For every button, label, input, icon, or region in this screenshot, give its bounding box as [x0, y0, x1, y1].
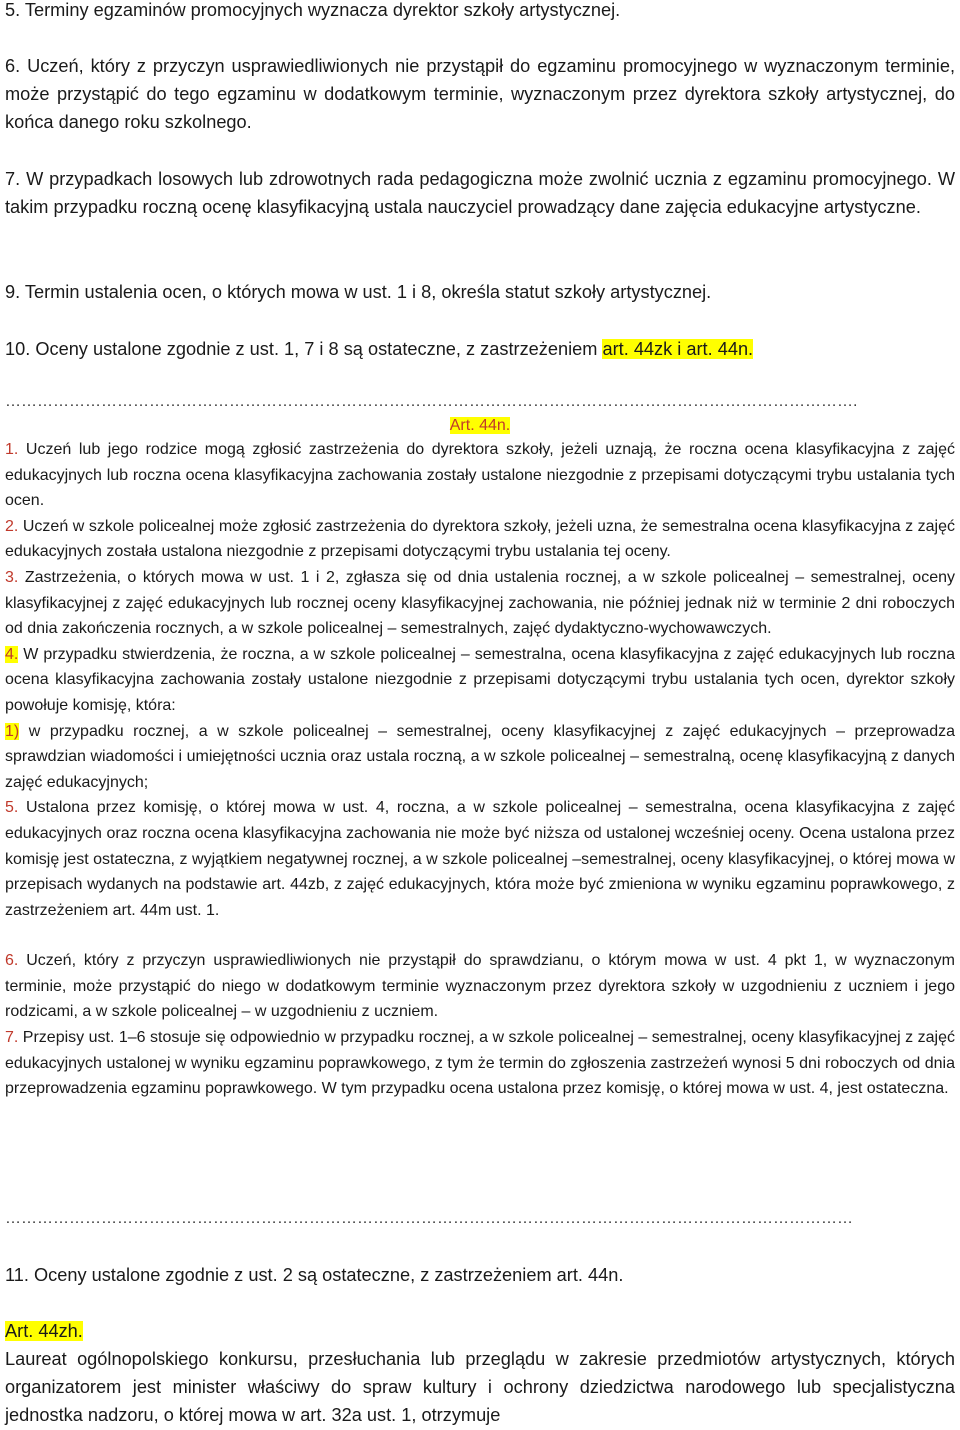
- paragraph-10: 10. Oceny ustalone zgodnie z ust. 1, 7 i 8 są ostateczne, z zastrzeżeniem art. 44zk i art. 44n.: [5, 339, 754, 359]
- paragraph-9: 9. Termin ustalenia ocen, o których mowa w ust. 1 i 8, określa statut szkoły artystycznej.: [5, 282, 712, 302]
- art-44n-section-3: 3. Zastrzeżenia, o których mowa w ust. 1 i 2, zgłasza się od dnia ustalenia rocznej, a w szkole policealnej – semestralnej, oceny klasyfikacyjnej z zajęć edukacyjnych lub rocznej oceny klasyfikacyjnej zachowania, nie później jednak niż w terminie 2 dni roboczych od dnia zakończenia rocznych, a w szkole policealnej – semestralnych, zajęć dydaktyczno-wychowawczych.: [5, 568, 955, 638]
- art-44n-heading: Art. 44n.: [449, 417, 511, 434]
- art-44n-section-4: 4. W przypadku stwierdzenia, że roczna, a w szkole policealnej – semestralna, ocena klasyfikacyjna z zajęć edukacyjnych lub roczna ocena klasyfikacyjna zachowania zostały ustalone niezgodnie z przepisami dotyczącymi trybu ustalania tych ocen, dyrektor szkoły powołuje komisję, która:: [5, 645, 955, 714]
- art-44n-section-1: 1. Uczeń lub jego rodzice mogą zgłosić zastrzeżenia do dyrektora szkoły, jeżeli uznają, że roczna ocena klasyfikacyjna z zajęć edukacyjnych lub roczna ocena klasyfikacyjna zachowania zostały ustalone niezgodnie z przepisami dotyczącymi trybu ustalania tych ocen.: [5, 441, 955, 510]
- art-44zh-body: Laureat ogólnopolskiego konkursu, przesłuchania lub przeglądu w zakresie przedmiotów artystycznych, których organizatorem jest minister właściwy do spraw kultury i ochrony dziedzictwa narodowego lub specjalistyczna jednostka nadzoru, o której mowa w art. 32a ust. 1, otrzymuje: [5, 1349, 955, 1426]
- art-44n-section-6: 6. Uczeń, który z przyczyn usprawiedliwionych nie przystąpił do sprawdzianu, o którym mowa w ust. 4 pkt 1, w wyznaczonym terminie, może przystąpić do niego w dodatkowym terminie wyznaczonym przez dyrektora szkoły w uzgodnieniu z uczniem i jego rodzicami, a w szkole policealnej – w uzgodnieniu z uczniem.: [5, 952, 955, 1021]
- paragraph-11: 11. Oceny ustalone zgodnie z ust. 2 są ostateczne, z zastrzeżeniem art. 44n.: [5, 1265, 624, 1285]
- paragraph-6: 6. Uczeń, który z przyczyn usprawiedliwionych nie przystąpił do egzaminu promocyjnego w wyznaczonym terminie, może przystąpić do tego egzaminu w dodatkowym terminie, wyznaczonym przez dyrektora szkoły artystycznej, do końca danego roku szkolnego.: [5, 56, 955, 133]
- paragraph-7: 7. W przypadkach losowych lub zdrowotnych rada pedagogiczna może zwolnić ucznia z egzaminu promocyjnego. W takim przypadku roczną ocenę klasyfikacyjną ustala nauczyciel prowadzący dane zajęcia edukacyjne artystyczne.: [5, 169, 955, 218]
- art-44n-section-5: 5. Ustalona przez komisję, o której mowa w ust. 4, roczna, a w szkole policealnej – semestralna, ocena klasyfikacyjna z zajęć edukacyjnych oraz roczna ocena klasyfikacyjna zachowania nie może być niższa od ustalonej wcześniej oceny. Ocena ustalona przez komisję jest ostateczna, z wyjątkiem negatywnej rocznej, a w szkole policealnej –semestralnej, oceny klasyfikacyjnej, o której mowa w przepisach wydanych na podstawie art. 44zb, z zajęć edukacyjnych, która może być zmieniona w wyniku egzaminu poprawkowego, z zastrzeżeniem art. 44m ust. 1.: [5, 799, 955, 919]
- paragraph-5: 5. Terminy egzaminów promocyjnych wyznacza dyrektor szkoły artystycznej.: [5, 0, 621, 20]
- art-44n-body: [5, 437, 955, 1102]
- dots-separator-2: ……………………………………………………………………………………………………………………………………………: [5, 1210, 853, 1227]
- art-44n-section-2: 2. Uczeń w szkole policealnej może zgłosić zastrzeżenia do dyrektora szkoły, jeżeli uzna, że semestralna ocena klasyfikacyjna z zajęć edukacyjnych została ustalona niezgodnie z przepisami dotyczącymi trybu ustalania tej oceny.: [5, 517, 955, 561]
- art-44n-point-1: 1) w przypadku rocznej, a w szkole policealnej – semestralnej, oceny klasyfikacyjnej z zajęć edukacyjnych – przeprowadza sprawdzian wiadomości i umiejętności ucznia oraz ustala roczną, a w szkole policealnej – semestralną, ocenę klasyfikacyjną z danych zajęć edukacyjnych;: [5, 722, 955, 791]
- dots-separator: …………………………………………………………………………………………………………………………………………….: [5, 393, 858, 410]
- art-44zh-heading: Art. 44zh.: [5, 1321, 83, 1341]
- art-44n-section-7: 7. Przepisy ust. 1–6 stosuje się odpowiednio w przypadku rocznej, a w szkole policealnej – semestralnej, oceny klasyfikacyjnej z zajęć edukacyjnych ustalonej w wyniku egzaminu poprawkowego, z tym że termin do zgłoszenia zastrzeżeń wynosi 5 dni roboczych od dnia przeprowadzenia egzaminu poprawkowego. W tym przypadku ocena ustalona przez komisję, o której mowa w ust. 4, jest ostateczna.: [5, 1029, 955, 1098]
- art-44zk-44n-link[interactable]: art. 44zk i art. 44n.: [602, 339, 754, 359]
